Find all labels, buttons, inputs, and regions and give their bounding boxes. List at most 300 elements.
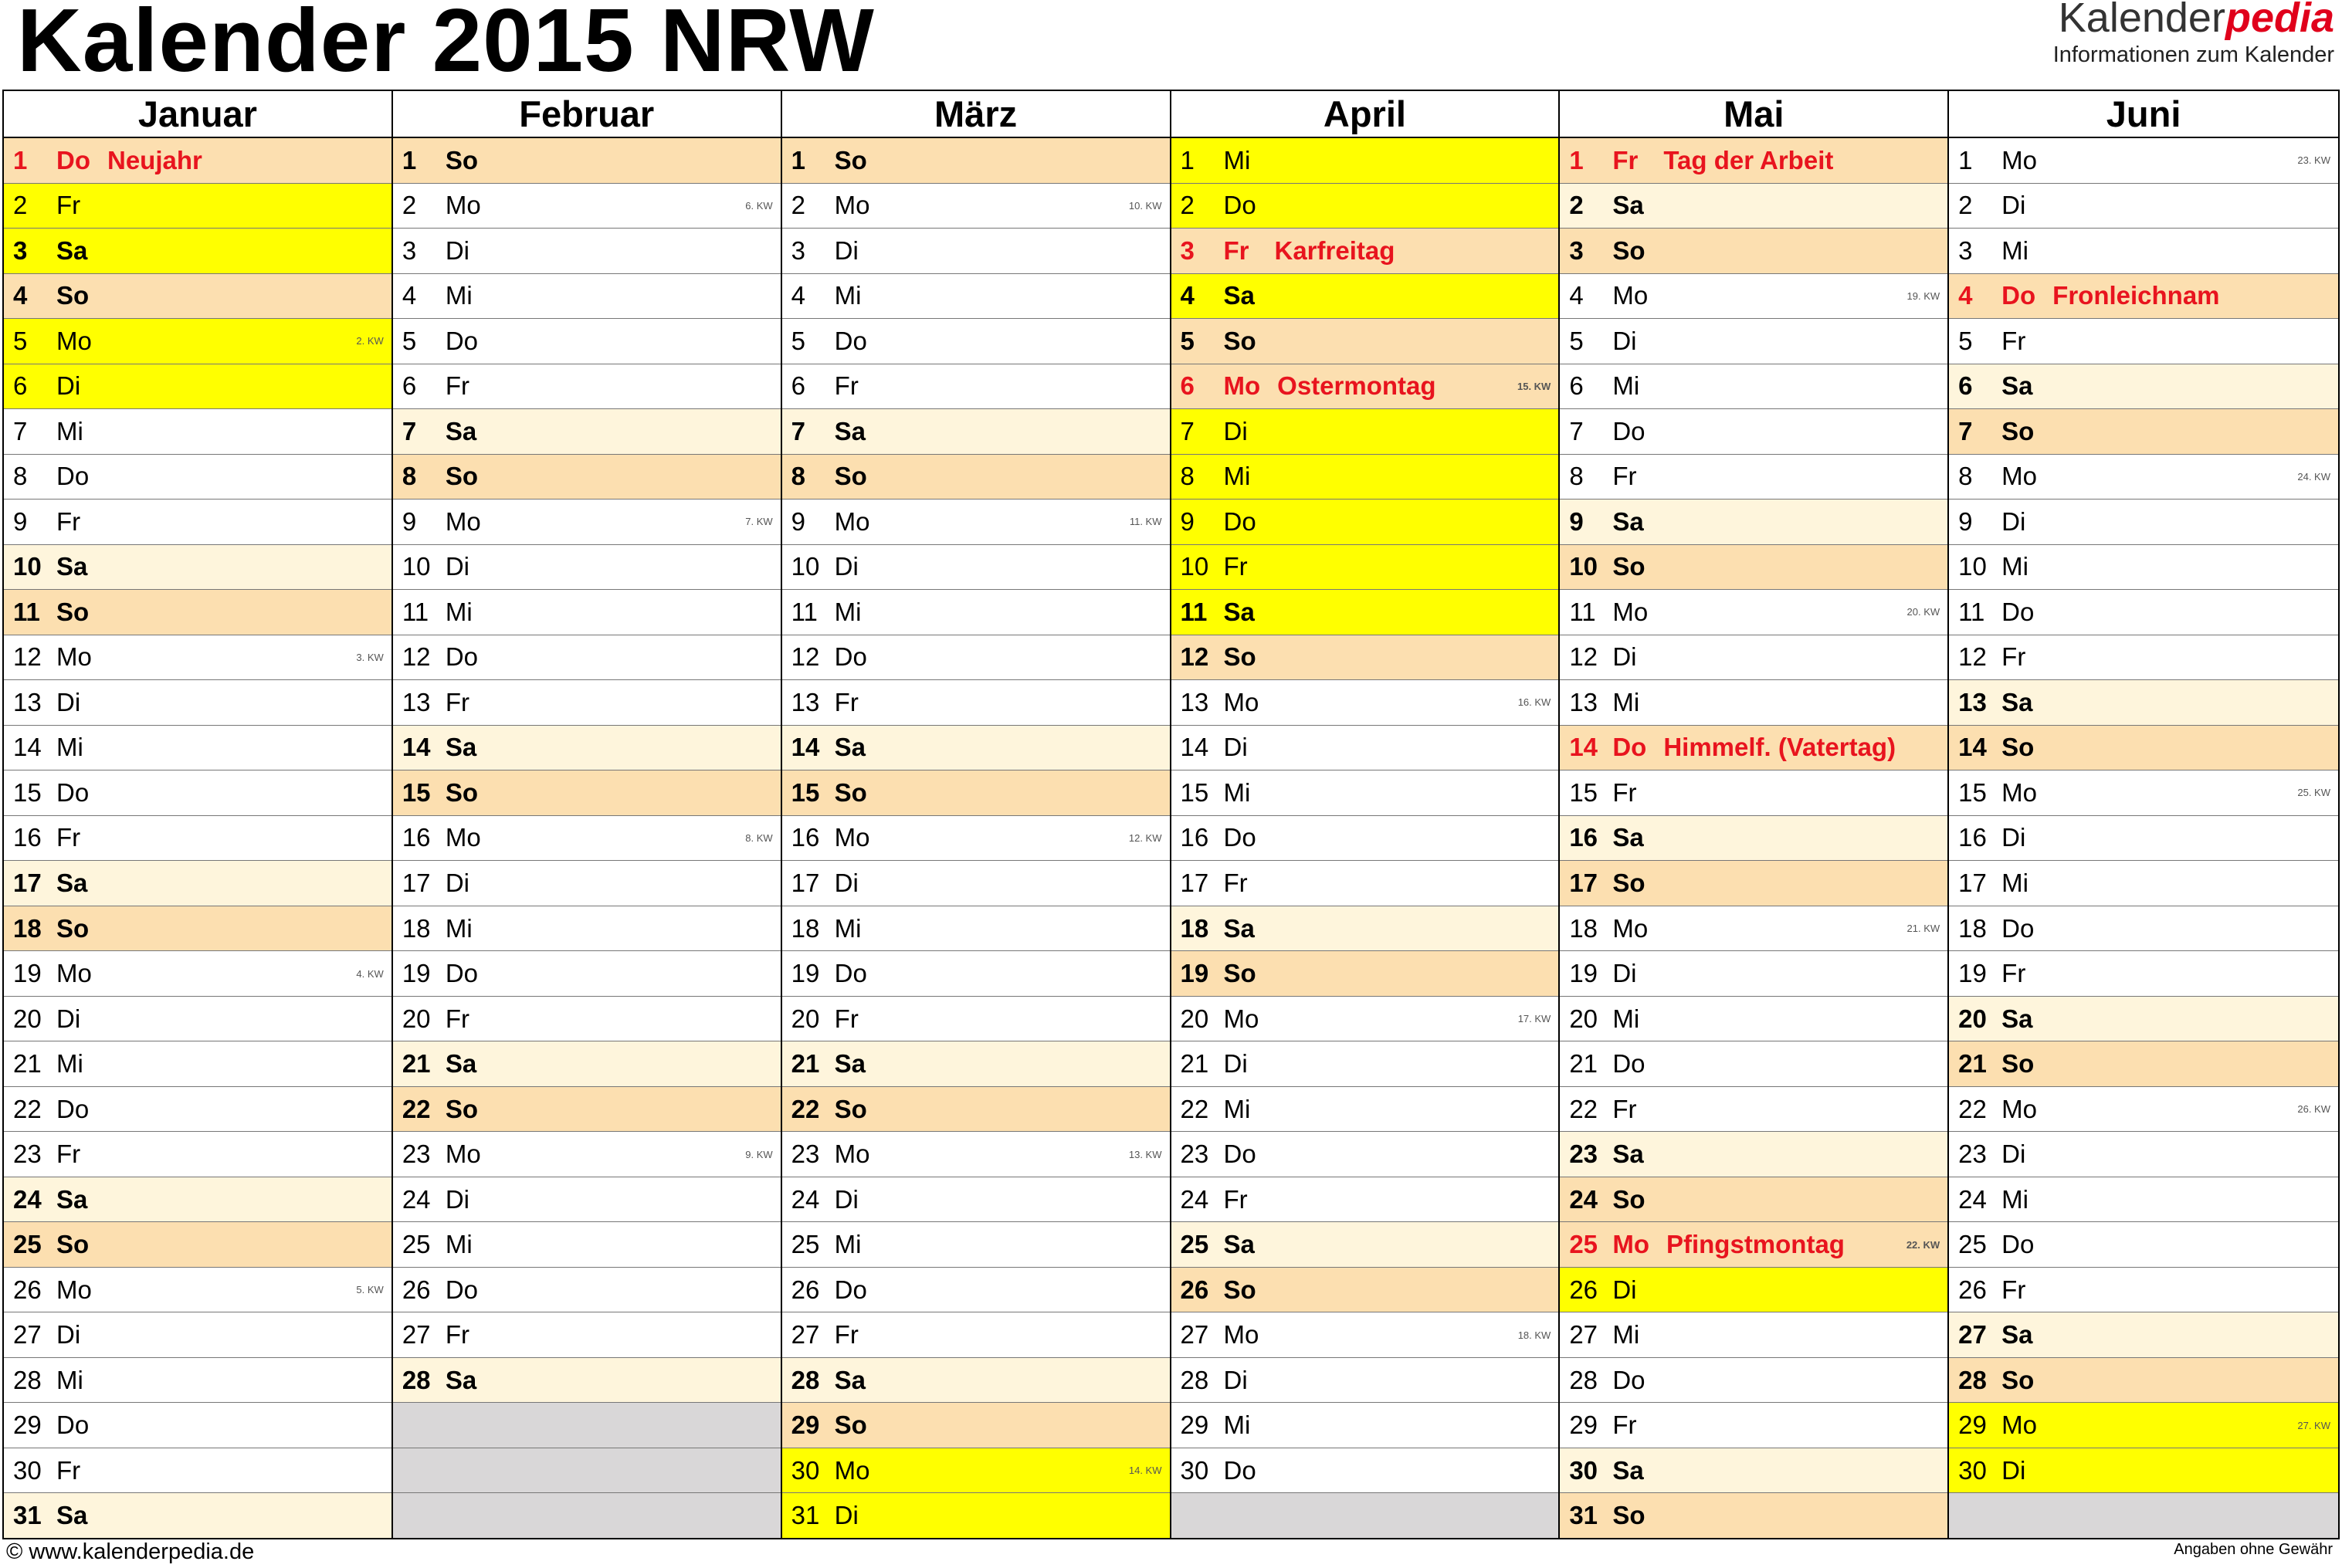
day-cell (1560, 1448, 1947, 1494)
day-cell (1171, 274, 1559, 320)
day-cell (1560, 138, 1947, 184)
day-cell (1949, 1132, 2338, 1177)
week-number: 20. KW (1906, 606, 1940, 618)
day-number: 25 (13, 1230, 42, 1259)
day-cell (1171, 364, 1559, 410)
month-header: April (1171, 91, 1559, 138)
day-number: 9 (1958, 506, 1973, 536)
week-number: 19. KW (1906, 290, 1940, 302)
day-cell (1949, 184, 2338, 229)
day-cell (782, 455, 1170, 500)
brand-logo[interactable] (2053, 0, 2334, 68)
day-cell (393, 1268, 781, 1313)
weekday: Fr (1223, 235, 1249, 265)
weekday: Do (2001, 1230, 2035, 1259)
day-number: 19 (13, 959, 42, 988)
day-cell (4, 1493, 391, 1538)
day-number: 18 (402, 913, 431, 943)
weekday: Do (2001, 597, 2035, 626)
day-cell (1560, 590, 1947, 635)
weekday: Sa (834, 416, 866, 445)
weekday: Do (56, 777, 90, 807)
weekday: Do (445, 326, 479, 355)
weekday: Mo (445, 1140, 481, 1169)
day-cell (782, 590, 1170, 635)
day-number: 19 (791, 959, 820, 988)
day-number: 13 (1569, 687, 1598, 716)
day-cell (393, 997, 781, 1042)
day-number: 18 (1958, 913, 1987, 943)
weekday: Sa (56, 552, 88, 581)
day-number: 16 (13, 823, 42, 852)
day-number: 20 (791, 1004, 820, 1033)
weekday: Do (1223, 823, 1256, 852)
day-cell (393, 319, 781, 364)
day-cell (1560, 409, 1947, 455)
weekday: Di (834, 869, 859, 897)
week-number: 22. KW (1906, 1238, 1940, 1251)
day-cell (4, 726, 391, 771)
weekday: Mo (56, 1275, 92, 1304)
weekday: Sa (2001, 371, 2033, 401)
day-number: 6 (13, 371, 28, 401)
day-cell (4, 1087, 391, 1133)
weekday: Do (1223, 506, 1256, 536)
weekday: Do (1612, 416, 1646, 445)
day-number: 4 (402, 281, 417, 310)
weekday: Mi (445, 281, 473, 310)
day-cell (1171, 1403, 1559, 1448)
day-cell (393, 545, 781, 591)
weekday: Mi (2001, 1184, 2028, 1214)
day-cell (4, 138, 391, 184)
day-cell (782, 906, 1170, 952)
day-cell (393, 635, 781, 681)
day-number: 31 (13, 1501, 42, 1530)
empty-day-cell (393, 1493, 781, 1538)
weekday: Mo (1612, 281, 1649, 310)
day-number: 13 (13, 687, 42, 716)
day-cell (1949, 1268, 2338, 1313)
day-cell (782, 1358, 1170, 1404)
day-cell (1949, 138, 2338, 184)
day-cell (1560, 500, 1947, 545)
weekday: So (445, 145, 478, 174)
weekday: Di (1612, 959, 1637, 988)
day-number: 27 (1569, 1320, 1598, 1350)
month-header: Februar (393, 91, 781, 138)
week-number: 23. KW (2297, 154, 2330, 167)
week-number: 14. KW (1128, 1465, 1162, 1477)
day-cell (393, 455, 781, 500)
day-number: 1 (1569, 145, 1584, 174)
day-cell (1171, 726, 1559, 771)
day-cell (393, 1041, 781, 1087)
day-number: 12 (1569, 642, 1598, 672)
day-number: 1 (791, 145, 806, 174)
day-cell (1560, 635, 1947, 681)
day-number: 19 (402, 959, 431, 988)
day-number: 27 (402, 1320, 431, 1350)
day-cell (1949, 997, 2338, 1042)
month-column-4 (1560, 91, 1949, 1538)
weekday: Di (834, 1501, 859, 1530)
weekday: Mo (56, 326, 92, 355)
weekday: Di (445, 235, 469, 265)
day-cell (393, 409, 781, 455)
day-cell (1560, 184, 1947, 229)
day-number: 20 (1569, 1004, 1598, 1033)
day-number: 26 (13, 1275, 42, 1304)
day-cell (782, 1087, 1170, 1133)
weekday: Mo (56, 642, 92, 672)
weekday: So (1612, 869, 1646, 897)
day-number: 29 (791, 1411, 820, 1440)
day-cell (393, 726, 781, 771)
day-cell (782, 274, 1170, 320)
weekday: Mo (1612, 597, 1649, 626)
weekday: Fr (1612, 777, 1637, 807)
weekday: Sa (445, 1365, 477, 1394)
weekday: Mi (56, 1365, 83, 1394)
month-days (1171, 138, 1559, 1538)
month-days (393, 138, 781, 1538)
weekday: Fr (2001, 959, 2026, 988)
day-cell (1949, 364, 2338, 410)
day-cell (4, 590, 391, 635)
day-number: 28 (1180, 1365, 1209, 1394)
holiday-label: Tag der Arbeit (1663, 145, 1834, 174)
weekday: Sa (1612, 1455, 1644, 1485)
weekday: Mi (1223, 1094, 1251, 1123)
weekday: Mo (1612, 1230, 1649, 1259)
day-cell (393, 590, 781, 635)
weekday: Di (1612, 326, 1637, 355)
day-cell (393, 1132, 781, 1177)
day-number: 27 (1958, 1320, 1987, 1350)
weekday: So (445, 777, 478, 807)
day-cell (1949, 1358, 2338, 1404)
week-number: 10. KW (1128, 199, 1162, 212)
day-number: 25 (791, 1230, 820, 1259)
day-number: 11 (13, 597, 40, 626)
day-number: 17 (402, 869, 431, 897)
weekday: Sa (445, 1049, 477, 1079)
day-cell (1171, 138, 1559, 184)
day-number: 22 (1958, 1094, 1987, 1123)
day-number: 6 (791, 371, 806, 401)
week-number: 8. KW (745, 831, 773, 844)
weekday: Mi (1223, 462, 1251, 491)
holiday-label: Ostermontag (1277, 371, 1436, 401)
day-number: 8 (1569, 462, 1584, 491)
weekday: Fr (56, 1455, 81, 1485)
day-number: 11 (791, 597, 818, 626)
weekday: Fr (834, 371, 859, 401)
day-cell (1171, 545, 1559, 591)
weekday: Do (56, 1411, 90, 1440)
weekday: Do (56, 1094, 90, 1123)
month-header: Januar (4, 91, 391, 138)
weekday: Mi (56, 733, 83, 762)
day-cell (782, 1403, 1170, 1448)
day-cell (4, 1448, 391, 1494)
day-number: 2 (791, 191, 806, 220)
day-cell (1949, 726, 2338, 771)
day-cell (1949, 680, 2338, 726)
weekday: Mo (1223, 1320, 1259, 1350)
weekday: Sa (834, 1365, 866, 1394)
day-cell (4, 951, 391, 997)
day-cell (1949, 1448, 2338, 1494)
day-number: 12 (1180, 642, 1209, 672)
day-number: 25 (1569, 1230, 1598, 1259)
weekday: So (834, 145, 867, 174)
weekday: Mi (56, 1049, 83, 1079)
weekday: Fr (56, 506, 81, 536)
weekday: Mo (1223, 687, 1259, 716)
month-header: März (782, 91, 1170, 138)
day-number: 17 (1958, 869, 1987, 897)
weekday: Fr (445, 1004, 469, 1033)
month-column-2 (782, 91, 1171, 1538)
weekday: Di (834, 1184, 859, 1214)
day-number: 10 (13, 552, 42, 581)
day-number: 10 (402, 552, 431, 581)
empty-day-cell (393, 1448, 781, 1494)
weekday: Di (2001, 191, 2026, 220)
day-cell (4, 319, 391, 364)
day-cell (4, 770, 391, 816)
day-number: 24 (13, 1184, 42, 1214)
day-number: 22 (1180, 1094, 1209, 1123)
day-number: 14 (791, 733, 820, 762)
weekday: Mo (445, 506, 481, 536)
weekday: So (1223, 959, 1256, 988)
day-number: 16 (1958, 823, 1987, 852)
day-number: 10 (791, 552, 820, 581)
day-cell (1171, 680, 1559, 726)
day-cell (1171, 1177, 1559, 1223)
weekday: Fr (2001, 326, 2026, 355)
day-cell (782, 319, 1170, 364)
day-cell (4, 1177, 391, 1223)
weekday: Mo (1223, 371, 1261, 401)
week-number: 13. KW (1128, 1148, 1162, 1160)
week-number: 12. KW (1128, 831, 1162, 844)
day-number: 15 (13, 777, 42, 807)
day-number: 20 (402, 1004, 431, 1033)
day-number: 13 (402, 687, 431, 716)
week-number: 17. KW (1517, 1013, 1551, 1025)
day-number: 11 (1569, 597, 1596, 626)
day-number: 29 (1569, 1411, 1598, 1440)
day-cell (393, 816, 781, 862)
weekday: So (834, 1411, 867, 1440)
day-number: 14 (1569, 733, 1598, 762)
day-number: 7 (13, 416, 28, 445)
day-number: 2 (402, 191, 417, 220)
day-number: 2 (13, 191, 28, 220)
month-header: Mai (1560, 91, 1947, 138)
day-cell (4, 816, 391, 862)
day-number: 22 (1569, 1094, 1598, 1123)
weekday: Mi (1612, 1320, 1640, 1350)
day-cell (782, 1132, 1170, 1177)
day-cell (1560, 319, 1947, 364)
day-cell (782, 364, 1170, 410)
day-number: 28 (791, 1365, 820, 1394)
holiday-label: Pfingstmontag (1666, 1230, 1845, 1259)
weekday: Mi (2001, 552, 2028, 581)
weekday: Fr (1223, 552, 1248, 581)
day-cell (4, 500, 391, 545)
day-cell (782, 1268, 1170, 1313)
day-number: 14 (13, 733, 42, 762)
weekday: Do (56, 145, 90, 174)
day-cell (393, 1177, 781, 1223)
day-cell (782, 997, 1170, 1042)
day-cell (1171, 229, 1559, 274)
month-column-3 (1171, 91, 1561, 1538)
day-cell (1560, 1403, 1947, 1448)
weekday: Di (1223, 1365, 1248, 1394)
weekday: Mi (445, 597, 473, 626)
weekday: Do (834, 642, 867, 672)
day-number: 23 (1180, 1140, 1209, 1169)
weekday: Do (56, 462, 90, 491)
weekday: Di (56, 1320, 81, 1350)
day-cell (1560, 364, 1947, 410)
weekday: Mo (834, 1140, 870, 1169)
weekday: Sa (834, 733, 866, 762)
day-number: 27 (13, 1320, 42, 1350)
day-cell (1560, 1222, 1947, 1268)
day-cell (782, 500, 1170, 545)
day-cell (1171, 1358, 1559, 1404)
copyright-link[interactable]: © www.kalenderpedia.de (6, 1539, 255, 1564)
day-number: 9 (791, 506, 806, 536)
day-number: 21 (402, 1049, 431, 1079)
weekday: Di (1223, 733, 1248, 762)
day-cell (782, 951, 1170, 997)
weekday: Mi (445, 1230, 473, 1259)
weekday: Sa (1612, 191, 1644, 220)
day-number: 18 (13, 913, 42, 943)
day-cell (1949, 1312, 2338, 1358)
page-title: Kalender 2015 NRW (17, 0, 875, 90)
weekday: So (834, 777, 867, 807)
day-cell (4, 1403, 391, 1448)
brand-name-accent: pedia (2225, 0, 2334, 41)
day-number: 28 (13, 1365, 42, 1394)
day-cell (1560, 1268, 1947, 1313)
month-column-5 (1949, 91, 2338, 1538)
day-number: 4 (13, 281, 28, 310)
day-number: 29 (1958, 1411, 1987, 1440)
day-number: 7 (1180, 416, 1195, 445)
weekday: Do (1612, 733, 1647, 762)
day-cell (1949, 590, 2338, 635)
weekday: Do (2001, 913, 2035, 943)
day-number: 9 (402, 506, 417, 536)
weekday: Sa (56, 235, 88, 265)
day-number: 10 (1569, 552, 1598, 581)
day-cell (393, 1087, 781, 1133)
day-cell (4, 455, 391, 500)
day-cell (782, 770, 1170, 816)
day-number: 17 (791, 869, 820, 897)
day-cell (1949, 409, 2338, 455)
day-number: 26 (1180, 1275, 1209, 1304)
day-number: 10 (1180, 552, 1209, 581)
weekday: Mi (834, 597, 862, 626)
day-cell (1560, 455, 1947, 500)
day-cell (1171, 590, 1559, 635)
day-number: 26 (402, 1275, 431, 1304)
weekday: Do (1223, 1455, 1256, 1485)
weekday: Sa (1223, 597, 1255, 626)
day-cell (393, 861, 781, 906)
day-number: 24 (1958, 1184, 1987, 1214)
weekday: Sa (2001, 687, 2033, 716)
weekday: Sa (1223, 913, 1255, 943)
weekday: So (1612, 1501, 1646, 1530)
weekday: Mo (1223, 1004, 1259, 1033)
holiday-label: Himmelf. (Vatertag) (1663, 733, 1896, 762)
day-cell (393, 906, 781, 952)
weekday: Sa (1612, 823, 1644, 852)
day-cell (1560, 1041, 1947, 1087)
day-number: 3 (1180, 235, 1195, 265)
day-number: 4 (1569, 281, 1584, 310)
day-number: 15 (1958, 777, 1987, 807)
weekday: So (834, 1094, 867, 1123)
weekday: Di (56, 1004, 81, 1033)
weekday: Mi (2001, 869, 2028, 897)
weekday: Mi (1612, 371, 1640, 401)
day-number: 17 (1569, 869, 1598, 897)
day-cell (1949, 1222, 2338, 1268)
weekday: Mi (1223, 777, 1251, 807)
weekday: Mo (2001, 777, 2037, 807)
day-number: 18 (1569, 913, 1598, 943)
day-number: 17 (1180, 869, 1209, 897)
day-cell (1949, 770, 2338, 816)
day-cell (1560, 861, 1947, 906)
day-number: 21 (1180, 1049, 1209, 1079)
day-number: 12 (791, 642, 820, 672)
day-number: 24 (791, 1184, 820, 1214)
weekday: Fr (1223, 1184, 1248, 1214)
day-number: 28 (402, 1365, 431, 1394)
weekday: Do (1223, 191, 1256, 220)
weekday: Mo (2001, 1094, 2037, 1123)
day-number: 16 (1569, 823, 1598, 852)
day-cell (1171, 816, 1559, 862)
day-cell (1171, 861, 1559, 906)
weekday: Mo (56, 959, 92, 988)
day-cell (1560, 906, 1947, 952)
day-number: 3 (13, 235, 28, 265)
day-number: 6 (402, 371, 417, 401)
day-number: 13 (1958, 687, 1987, 716)
day-cell (1171, 1041, 1559, 1087)
weekday: Fr (56, 191, 81, 220)
day-number: 25 (402, 1230, 431, 1259)
day-cell (1171, 500, 1559, 545)
day-number: 14 (1958, 733, 1987, 762)
